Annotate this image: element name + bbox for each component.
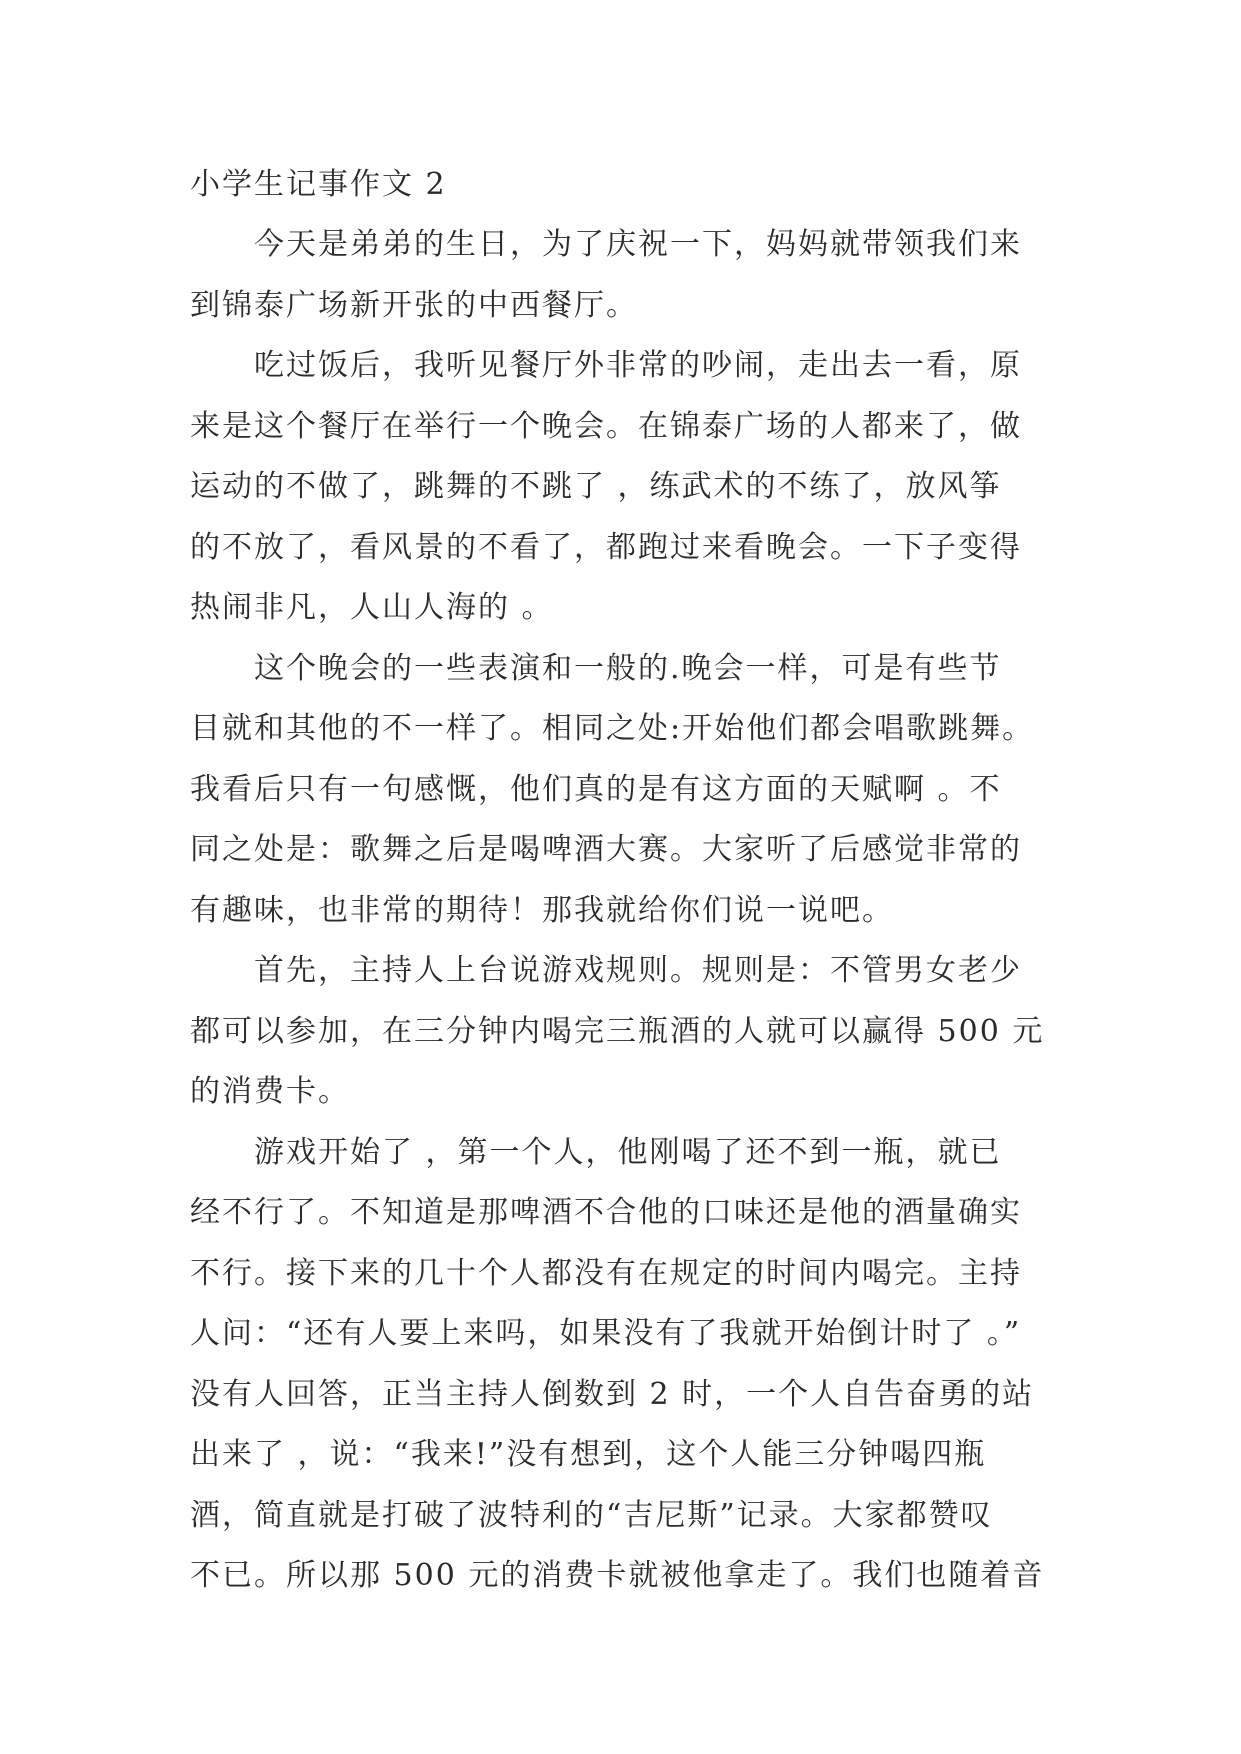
text-line: 的不放了，看风景的不看了，都跑过来看晚会。一下子变得 <box>190 529 1022 565</box>
text-line: 人问：“还有人要上来吗，如果没有了我就开始倒计时了 。” <box>190 1316 1022 1351</box>
text-line: 同之处是：歌舞之后是喝啤酒大赛。大家听了后感觉非常的 <box>190 832 1022 867</box>
text-line: 都可以参加，在三分钟内喝完三瓶酒的人就可以赢得 500 元 <box>190 1013 1045 1049</box>
text-line: 酒，简直就是打破了波特利的“吉尼斯”记录。大家都赞叹 <box>190 1497 993 1533</box>
text-line: 这个晚会的一些表演和一般的.晚会一样，可是有些节 <box>254 650 1002 686</box>
text-line: 到锦泰广场新开张的中西餐厅。 <box>190 287 638 323</box>
paragraph-3 <box>190 639 1056 942</box>
text-line: 热闹非凡，人山人海的 。 <box>190 590 554 625</box>
paragraph-1 <box>190 215 1056 336</box>
text-line: 不已。所以那 500 元的消费卡就被他拿走了。我们也随着音 <box>190 1558 1045 1593</box>
text-line: 目就和其他的不一样了。相同之处:开始他们都会唱歌跳舞。 <box>190 711 1035 746</box>
text-line: 出来了 ，说：“我来!”没有想到，这个人能三分钟喝四瓶 <box>190 1437 987 1472</box>
text-line: 吃过饭后，我听见餐厅外非常的吵闹，走出去一看，原 <box>254 348 1022 383</box>
paragraph-5 <box>190 1123 1056 1607</box>
text-line: 我看后只有一句感慨，他们真的是有这方面的天赋啊 。不 <box>190 771 1002 807</box>
document-title: 小学生记事作文 2 <box>190 167 447 202</box>
document-body <box>190 155 1056 1607</box>
paragraph-2 <box>190 336 1056 639</box>
text-line: 游戏开始了 ，第一个人，他刚喝了还不到一瓶，就已 <box>254 1134 1002 1170</box>
text-line: 今天是弟弟的生日，为了庆祝一下，妈妈就带领我们来 <box>254 227 1022 262</box>
text-line: 的消费卡。 <box>190 1074 350 1109</box>
text-line: 没有人回答，正当主持人倒数到 2 时，一个人自告奋勇的站 <box>190 1376 1035 1412</box>
text-line: 不行。接下来的几十个人都没有在规定的时间内喝完。主持 <box>190 1255 1022 1291</box>
text-line: 首先，主持人上台说游戏规则。规则是：不管男女老少 <box>254 953 1022 988</box>
paragraph-4 <box>190 941 1056 1123</box>
text-line: 有趣味，也非常的期待！那我就给你们说一说吧。 <box>190 892 894 928</box>
text-line: 运动的不做了，跳舞的不跳了 ，练武术的不练了，放风筝 <box>190 469 1002 504</box>
text-line: 来是这个餐厅在举行一个晚会。在锦泰广场的人都来了，做 <box>190 408 1022 444</box>
text-line: 经不行了。不知道是那啤酒不合他的口味还是他的酒量确实 <box>190 1195 1022 1230</box>
